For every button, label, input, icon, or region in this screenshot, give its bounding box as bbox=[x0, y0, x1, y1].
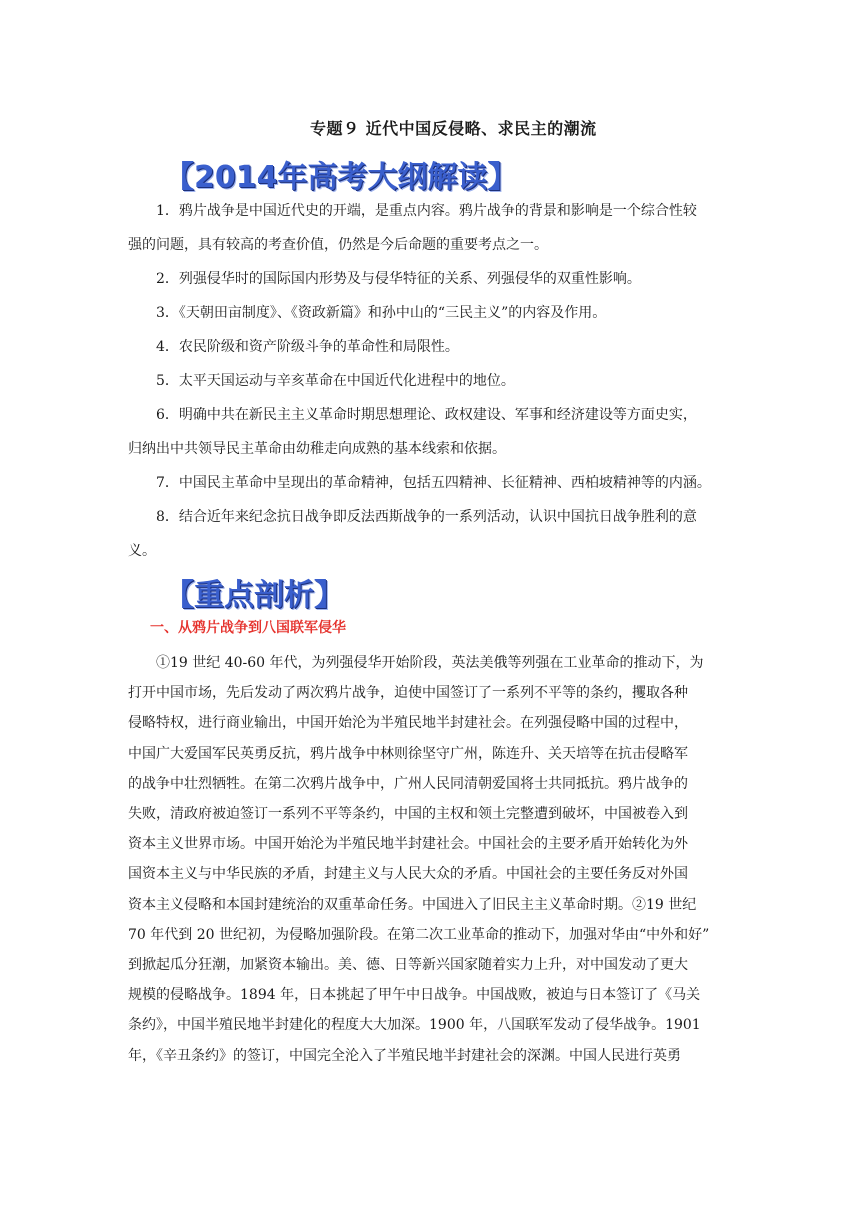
outline-item-5 bbox=[128, 364, 742, 398]
outline-item-line: 2．列强侵华时的国际国内形势及与侵华特征的关系、列强侵华的双重性影响。 bbox=[156, 271, 641, 287]
analysis-banner: 【重点剖析】 bbox=[164, 578, 344, 613]
outline-item-7 bbox=[128, 466, 742, 500]
body-line: 资本主义世界市场。中国开始沦为半殖民地半封建社会。中国社会的主要矛盾开始转化为外 bbox=[128, 836, 688, 853]
outline-item-line: 4．农民阶级和资产阶级斗争的革命性和局限性。 bbox=[156, 339, 459, 355]
outline-item-line: 7．中国民主革命中呈现出的革命精神，包括五四精神、长征精神、西柏坡精神等的内涵。 bbox=[156, 475, 711, 491]
body-line: 资本主义侵略和本国封建统治的双重革命任务。中国进入了旧民主主义革命时期。②19 世纪 bbox=[128, 896, 697, 913]
outline-item-4 bbox=[128, 330, 742, 364]
outline-item-1 bbox=[128, 194, 742, 262]
outline-item-line: 强的问题，具有较高的考查价值，仍然是今后命题的重要考点之一。 bbox=[128, 237, 548, 253]
outline-item-3 bbox=[128, 296, 742, 330]
outline-item-line: 义。 bbox=[128, 543, 156, 559]
outline-item-2 bbox=[128, 262, 742, 296]
outline-banner: 【2014年高考大纲解读】 bbox=[164, 160, 518, 195]
body-line: 国资本主义与中华民族的矛盾，封建主义与人民大众的矛盾。中国社会的主要任务反对外国 bbox=[128, 866, 688, 883]
outline-item-line: 8．结合近年来纪念抗日战争即反法西斯战争的一系列活动，认识中国抗日战争胜利的意 bbox=[156, 509, 697, 525]
body-line: 到掀起瓜分狂潮，加紧资本输出。美、德、日等新兴国家随着实力上升，对中国发动了更大 bbox=[128, 957, 688, 974]
body-line: 的战争中壮烈牺牲。在第二次鸦片战争中，广州人民同清朝爱国将士共同抵抗。鸦片战争的 bbox=[128, 775, 688, 792]
outline-item-line: 6．明确中共在新民主主义革命时期思想理论、政权建设、军事和经济建设等方面史实， bbox=[156, 407, 697, 423]
outline-item-6 bbox=[128, 398, 742, 466]
body-line: ①19 世纪 40-60 年代，为列强侵华开始阶段，英法美俄等列强在工业革命的推动下，为 bbox=[156, 655, 704, 671]
body-line: 年，《辛丑条约》的签订，中国完全沦入了半殖民地半封建社会的深渊。中国人民进行英勇 bbox=[128, 1047, 681, 1064]
body-line: 70 年代到 20 世纪初，为侵略加强阶段。在第二次工业革命的推动下，加强对华由“中外和好” bbox=[128, 926, 710, 943]
outline-item-line: 5．太平天国运动与辛亥革命在中国近代化进程中的地位。 bbox=[156, 373, 515, 389]
body-paragraph bbox=[128, 648, 748, 1071]
outline-item-8 bbox=[128, 500, 742, 568]
outline-item-line: 3．《天朝田亩制度》、《资政新篇》和孙中山的“三民主义”的内容及作用。 bbox=[156, 305, 607, 321]
outline-item-line: 归纳出中共领导民主革命由幼稚走向成熟的基本线索和依据。 bbox=[128, 441, 506, 457]
document-title: 专题９ 近代中国反侵略、求民主的潮流 bbox=[310, 119, 597, 138]
body-line: 失败，清政府被迫签订一系列不平等条约，中国的主权和领土完整遭到破坏，中国被卷入到 bbox=[128, 806, 688, 823]
body-line: 条约》，中国半殖民地半封建化的程度大大加深。1900 年，八国联军发动了侵华战争。1901 bbox=[128, 1017, 701, 1034]
outline-item-line: 1．鸦片战争是中国近代史的开端，是重点内容。鸦片战争的背景和影响是一个综合性较 bbox=[156, 203, 697, 219]
body-line: 规模的侵略战争。1894 年，日本挑起了甲午中日战争。中国战败，被迫与日本签订了《马关 bbox=[128, 987, 701, 1004]
section-heading: 一、从鸦片战争到八国联军侵华 bbox=[150, 620, 346, 636]
body-line: 侵略特权，进行商业输出，中国开始沦为半殖民地半封建社会。在列强侵略中国的过程中， bbox=[128, 715, 688, 732]
body-line: 中国广大爱国军民英勇反抗，鸦片战争中林则徐坚守广州，陈连升、关天培等在抗击侵略军 bbox=[128, 745, 688, 762]
body-line: 打开中国市场，先后发动了两次鸦片战争，迫使中国签订了一系列不平等的条约，攫取各种 bbox=[128, 685, 688, 702]
